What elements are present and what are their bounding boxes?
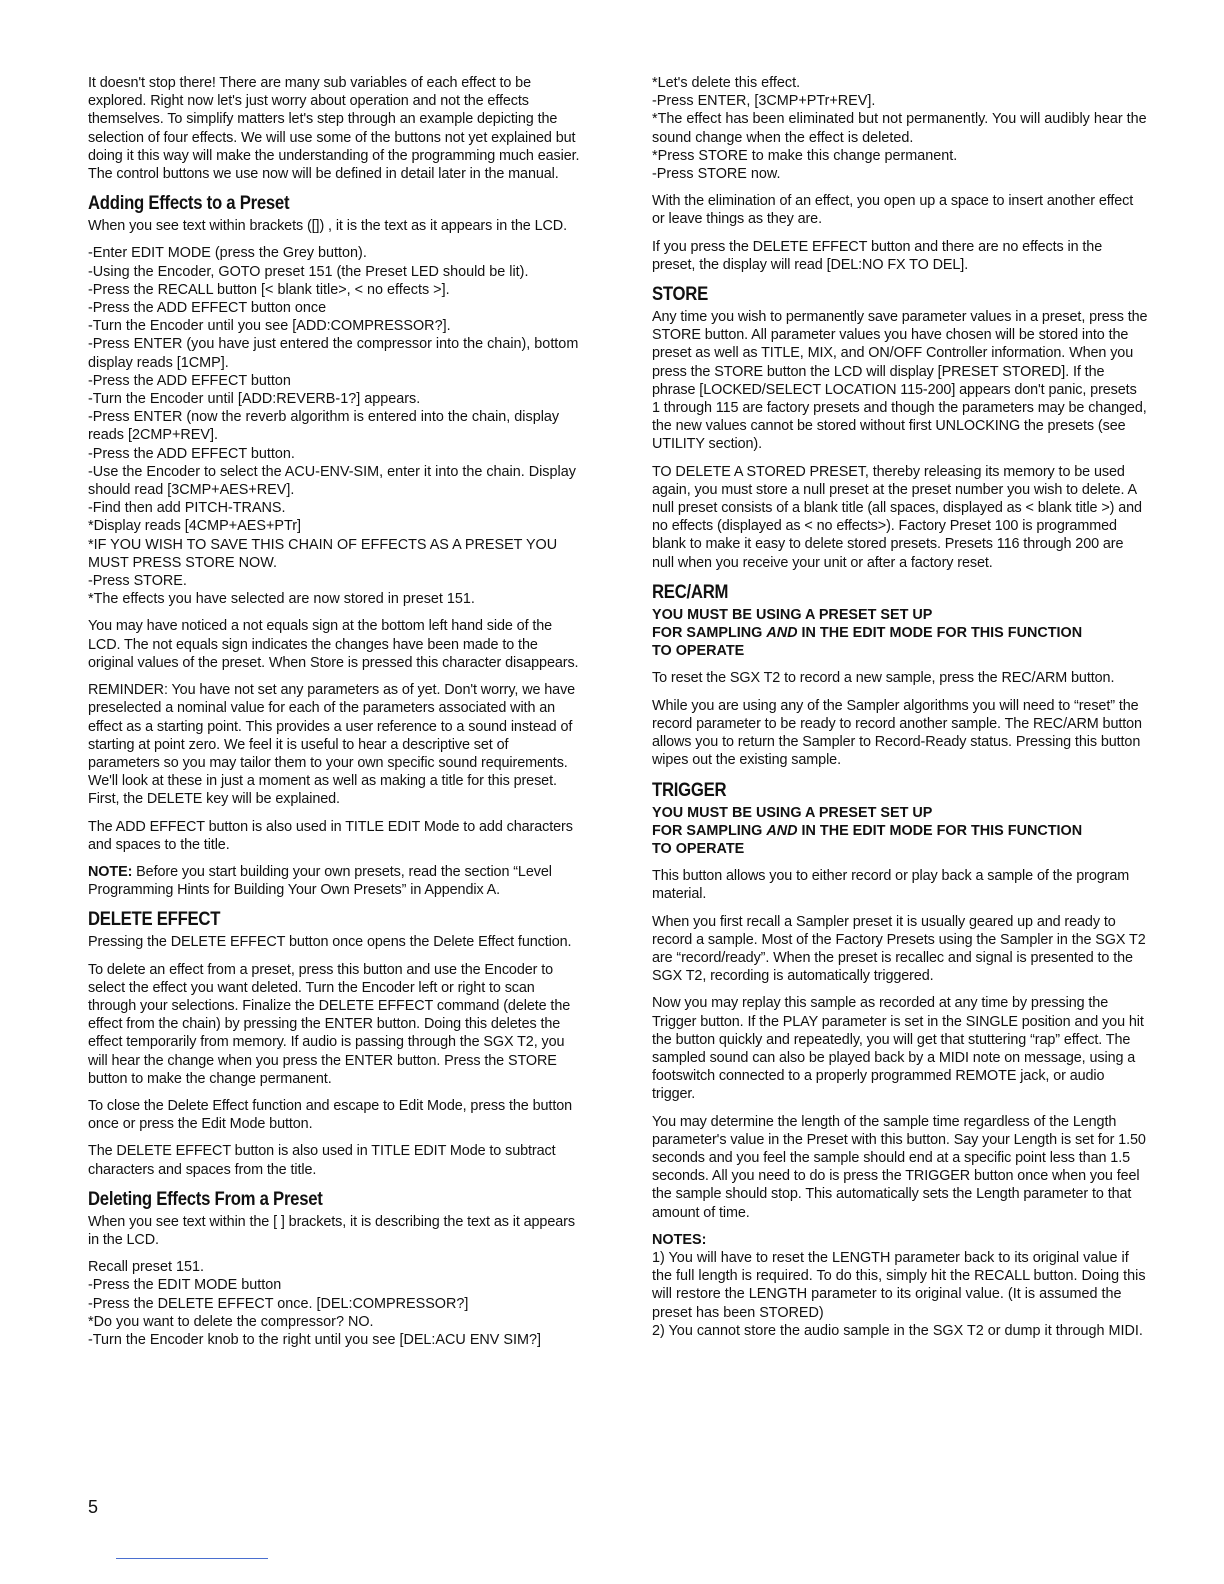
title-edit-paragraph: The ADD EFFECT button is also used in TITLE EDIT Mode to add characters and spaces to the title. (88, 818, 573, 853)
delete-effect-p4: The DELETE EFFECT button is also used in TITLE EDIT Mode to subtract characters and spaces from the title. (88, 1143, 556, 1178)
list-item: -Enter EDIT MODE (press the Grey button). (88, 245, 367, 262)
store-p1: Any time you wish to permanently save parameter values in a preset, press the STORE button. All parameter values you have chosen will be stored into the preset as well as TITLE, MIX, and ON/OFF Controller information. When you press the STORE button the LCD will display [PRESET STORED]. If the phrase [LOCKED/SELECT LOCATION 115-200] appears don't panic, presets 1 through 115 are factory presets and though the parameters may be changed, the new values cannot be stored without first UNLOCKING the presets (see UTILITY section). (652, 309, 1148, 453)
list-item: *IF YOU WISH TO SAVE THIS CHAIN OF EFFECTS AS A PRESET YOU MUST PRESS STORE NOW. (88, 536, 558, 571)
intro-paragraph: It doesn't stop there! There are many sub variables of each effect to be explored. Right now let's just worry about operation and not the effects themselves. To simplify matters let's step through an example depicting the selection of four effects. We will use some of the buttons not yet explained but doing it this way will make the understanding of the programming much easier. The control buttons we use now will be defined in detail later in the manual. (88, 75, 580, 183)
deleting-intro: When you see text within the [ ] brackets, it is describing the text as it appears in the LCD. (88, 1213, 575, 1248)
right-column (652, 74, 1148, 1340)
warning-line: YOU MUST BE USING A PRESET SET UP (652, 804, 933, 821)
store-heading: STORE (652, 284, 708, 306)
trigger-p1: This button allows you to either record or play back a sample of the program material. (652, 868, 1130, 903)
trigger-p3: Now you may replay this sample as recorded at any time by pressing the Trigger button. If the PLAY parameter is set in the SINGLE position and you hit the button quickly and repeatedly, you will get that stuttering “rap” effect. The sampled sound can also be played back by a MIDI note on message, using a footswitch connected to a properly programmed REMOTE jack, or audio trigger. (652, 995, 1144, 1103)
list-item: -Turn the Encoder until you see [ADD:COMPRESSOR?]. (88, 318, 451, 335)
list-item: -Turn the Encoder knob to the right until you see [DEL:ACU ENV SIM?] (88, 1331, 541, 1348)
warning-line: TO OPERATE (652, 643, 745, 660)
page-number: 5 (88, 1497, 99, 1517)
note-text: Before you start building your own presets, read the section “Level Programming Hints for Building Your Own Presets” in Appendix A. (88, 863, 552, 899)
note-paragraph (88, 863, 584, 899)
list-item: -Press the EDIT MODE button (88, 1277, 282, 1294)
warning-text: IN THE EDIT MODE FOR THIS FUNCTION (797, 625, 1083, 642)
list-item: *Let's delete this effect. (652, 75, 801, 91)
warning-line: TO OPERATE (652, 840, 745, 857)
rec-arm-warning (652, 606, 1148, 661)
reminder-paragraph: REMINDER: You have not set any parameters as of yet. Don't worry, we have preselected a nominal value for each of the parameters associated with an effect as a starting point. This provides a user reference to a sound instead of starting at point zero. We feel it is useful to hear a descriptive set of parameters so you may tailor them to your own specific sound requirements. We'll look at these in just a moment as well as making a title for this preset. First, the DELETE key will be explained. (88, 682, 576, 808)
footer-rule (116, 1558, 268, 1559)
list-item: 1) You will have to reset the LENGTH parameter back to its original value if the full length is required. To do this, simply hit the RECALL button. Doing this will restore the LENGTH parameter to its original value. (It is assumed the preset has been STORED) (652, 1249, 1146, 1321)
list-item: -Press ENTER (you have just entered the compressor into the chain), bottom display reads [1CMP]. (88, 336, 579, 371)
warning-text: FOR SAMPLING (652, 625, 767, 642)
rec-arm-heading: REC/ARM (652, 581, 729, 603)
warning-text: IN THE EDIT MODE FOR THIS FUNCTION (797, 822, 1083, 839)
delete-effect-p2: To delete an effect from a preset, press this button and use the Encoder to select the effect you want deleted. Turn the Encoder left or right to scan through your selections. Finalize the DELETE EFFECT command (delete the effect from the chain) by pressing the ENTER button. Doing this deletes the effect temporarily from memory. If audio is passing through the SGX T2, you will hear the change when you press the ENTER button. Press the STORE button to make the change permanent. (88, 961, 571, 1087)
list-item: 2) You cannot store the audio sample in the SGX T2 or dump it through MIDI. (652, 1322, 1143, 1339)
list-item: -Press the RECALL button [< blank title>, < no effects >]. (88, 281, 450, 298)
no-effects-paragraph: If you press the DELETE EFFECT button and there are no effects in the preset, the display will read [DEL:NO FX TO DEL]. (652, 238, 1103, 273)
list-item: -Use the Encoder to select the ACU-ENV-SIM, enter it into the chain. Display should read [3CMP+AES+REV]. (88, 463, 576, 499)
list-item: -Using the Encoder, GOTO preset 151 (the Preset LED should be lit). (88, 263, 529, 280)
delete-effect-p1: Pressing the DELETE EFFECT button once opens the Delete Effect function. (88, 934, 572, 951)
list-item: -Press STORE. (88, 573, 187, 590)
warning-line: YOU MUST BE USING A PRESET SET UP (652, 606, 933, 623)
warning-emphasis: AND (766, 625, 798, 642)
notes-label: NOTES: (652, 1231, 707, 1248)
list-item: Recall preset 151. (88, 1259, 204, 1276)
deleting-steps-list (88, 1258, 584, 1349)
warning-line (652, 624, 1148, 642)
deleting-effects-heading: Deleting Effects From a Preset (88, 1188, 323, 1210)
trigger-heading: TRIGGER (652, 779, 727, 801)
list-item: *Do you want to delete the compressor? NO. (88, 1313, 374, 1330)
list-item: -Press ENTER (now the reverb algorithm is entered into the chain, display reads [2CMP+REV]. (88, 409, 560, 444)
rec-arm-p1: To reset the SGX T2 to record a new sample, press the REC/ARM button. (652, 670, 1115, 687)
rec-arm-p2: While you are using any of the Sampler algorithms you will need to “reset” the record parameter to be ready to record another sample. The REC/ARM button allows you to return the Sampler to Record-Ready status. Pressing this button wipes out the existing sample. (652, 697, 1142, 769)
adding-intro: When you see text within brackets ([]) , it is the text as it appears in the LCD. (88, 218, 567, 235)
left-column (88, 74, 584, 1358)
list-item: -Turn the Encoder until [ADD:REVERB-1?] appears. (88, 391, 421, 408)
list-item: *The effects you have selected are now stored in preset 151. (88, 591, 475, 608)
list-item: -Press the DELETE EFFECT once. [DEL:COMPRESSOR?] (88, 1295, 469, 1312)
list-item: -Find then add PITCH-TRANS. (88, 500, 286, 517)
warning-line (652, 822, 1148, 840)
list-item: *Display reads [4CMP+AES+PTr] (88, 518, 302, 535)
not-equals-paragraph: You may have noticed a not equals sign at the bottom left hand side of the LCD. The not equals sign indicates the changes have been made to the original values of the preset. When Store is pressed this character disappears. (88, 618, 579, 671)
store-p2: TO DELETE A STORED PRESET, thereby releasing its memory to be used again, you must store a null preset at the preset number you wish to delete. A null preset consists of a blank title (all spaces, displayed as < blank title >) and no effects (displayed as < no effects>). Factory Preset 100 is programmed blank to make it easy to delete stored presets. Presets 116 through 200 are null when you receive your unit or after a factory reset. (652, 463, 1142, 571)
trigger-p4: You may determine the length of the sample time regardless of the Length parameter's value in the Preset with this button. Say your Length is set for 1.50 seconds and you feel the sample should end at a specific point less than 1.5 seconds. All you need to do is press the TRIGGER button once when you feel the sample should stop. This automatically sets the Length parameter to that amount of time. (652, 1113, 1146, 1221)
continue-steps-list (652, 74, 1148, 183)
warning-emphasis: AND (766, 822, 798, 839)
list-item: -Press STORE now. (652, 166, 781, 183)
trigger-warning (652, 804, 1148, 859)
list-item: *The effect has been eliminated but not permanently. You will audibly hear the sound change when the effect is deleted. (652, 111, 1147, 146)
delete-effect-heading: DELETE EFFECT (88, 909, 221, 931)
adding-steps-list (88, 244, 584, 608)
delete-effect-p3: To close the Delete Effect function and escape to Edit Mode, press the button once or press the Edit Mode button. (88, 1097, 573, 1133)
list-item: *Press STORE to make this change permanent. (652, 147, 958, 164)
list-item: -Press ENTER, [3CMP+PTr+REV]. (652, 93, 876, 110)
warning-text: FOR SAMPLING (652, 822, 767, 839)
list-item: -Press the ADD EFFECT button. (88, 445, 295, 462)
elimination-paragraph: With the elimination of an effect, you open up a space to insert another effect or leave things as they are. (652, 193, 1134, 228)
list-item: -Press the ADD EFFECT button (88, 372, 291, 389)
adding-effects-heading: Adding Effects to a Preset (88, 193, 290, 215)
note-label: NOTE: (88, 863, 133, 880)
list-item: -Press the ADD EFFECT button once (88, 300, 327, 317)
trigger-p2: When you first recall a Sampler preset it is usually geared up and ready to record a sample. Most of the Factory Presets using the Sampler in the SGX T2 are “record/ready”. When the preset is recallec and signal is presented to the SGX T2, recording is automatically triggered. (652, 913, 1146, 985)
